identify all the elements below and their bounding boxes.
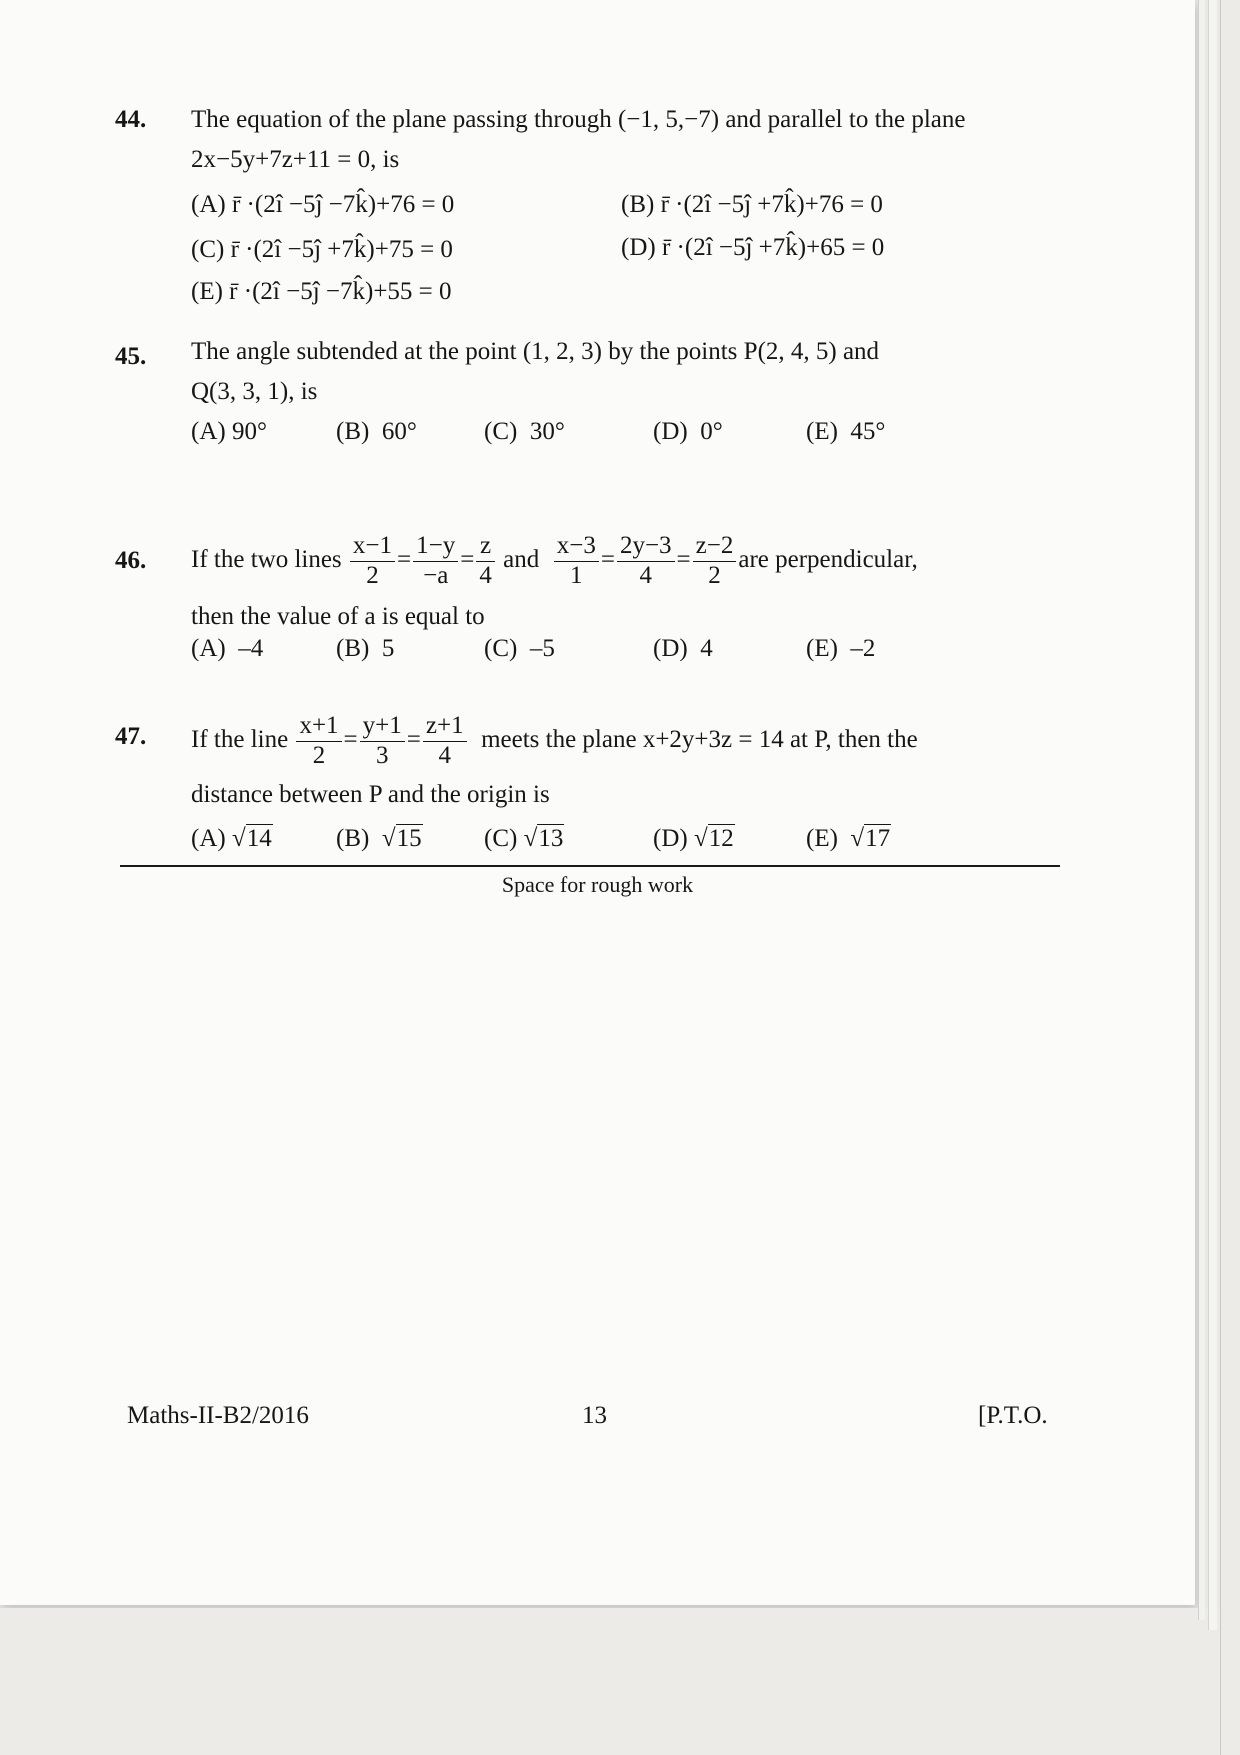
question-text: If the line $\frac{x+1}{2}$ = $\frac{y+1}{3}$ = $\frac{z+1}{4}$ meets the plane x+2y+3z = 14 at P, then the bbox=[191, 712, 918, 769]
fraction: $\frac{z}{4}$ bbox=[476, 532, 495, 591]
fraction: $\frac{z-2}{2}$ bbox=[693, 532, 737, 591]
option-b[interactable]: (B) √15 bbox=[336, 825, 422, 852]
sqrt-symbol: √15 bbox=[381, 825, 422, 852]
paper-code: Maths-II-B2/2016 bbox=[127, 1402, 309, 1429]
question-text: If the two lines $\frac{x-1}{2}$ = $\frac{1-y}{-a}$ = $\frac{z}{4}$ and $\frac{x-3}{1}$ = $\frac{2y-3}{4}$ = $\frac{z-2}{2}$ are perpendicular, bbox=[191, 532, 918, 589]
option-b[interactable]: (B) 60° bbox=[336, 418, 417, 445]
question-text: The angle subtended at the point (1, 2, 3) by the points P(2, 4, 5) and bbox=[191, 338, 880, 365]
option-c[interactable]: (C) r̄ ·(2î −5ĵ +7k̂)+75 = 0 bbox=[191, 236, 453, 263]
option-d[interactable]: (D) √12 bbox=[653, 825, 734, 852]
option-a[interactable]: (A) r̄ ·(2î −5ĵ −7k̂)+76 = 0 bbox=[191, 191, 455, 218]
divider-rule bbox=[120, 865, 1060, 867]
question-text-cont: Q(3, 3, 1), is bbox=[191, 378, 318, 405]
rough-work-label: Space for rough work bbox=[501, 872, 694, 897]
page-stack-bottom bbox=[0, 1608, 1220, 1755]
question-text-cont: 2x−5y+7z+11 = 0, is bbox=[191, 146, 400, 173]
question-text-cont: distance between P and the origin is bbox=[191, 781, 550, 808]
option-a[interactable]: (A) √14 bbox=[191, 825, 272, 852]
sqrt-symbol: √12 bbox=[693, 825, 734, 852]
fraction: $\frac{z+1}{4}$ bbox=[423, 712, 467, 771]
option-a[interactable]: (A) 90° bbox=[191, 418, 267, 445]
fraction: $\frac{y+1}{3}$ bbox=[360, 712, 405, 771]
sqrt-symbol: √17 bbox=[850, 825, 891, 852]
option-c[interactable]: (C) 30° bbox=[484, 418, 565, 445]
question-number: 44. bbox=[115, 106, 147, 133]
question-text: The equation of the plane passing through (−1, 5,−7) and parallel to the plane bbox=[191, 106, 966, 133]
option-b[interactable]: (B) r̄ ·(2î −5ĵ +7k̂)+76 = 0 bbox=[621, 191, 883, 218]
question-text-cont: then the value of a is equal to bbox=[191, 603, 485, 630]
option-e[interactable]: (E) 45° bbox=[806, 418, 886, 445]
option-c[interactable]: (C) √13 bbox=[484, 825, 564, 852]
option-d[interactable]: (D) r̄ ·(2î −5ĵ +7k̂)+65 = 0 bbox=[621, 234, 885, 261]
pto-label: [P.T.O. bbox=[978, 1402, 1048, 1429]
question-number: 47. bbox=[115, 723, 147, 750]
option-d[interactable]: (D) 0° bbox=[653, 418, 723, 445]
fraction: $\frac{2y-3}{4}$ bbox=[617, 532, 675, 591]
question-number: 45. bbox=[115, 343, 147, 370]
fraction: $\frac{x-3}{1}$ bbox=[554, 532, 599, 591]
option-d[interactable]: (D) 4 bbox=[653, 635, 713, 662]
fraction: $\frac{1-y}{-a}$ bbox=[413, 532, 458, 591]
option-c[interactable]: (C) –5 bbox=[484, 635, 555, 662]
page-stack-edge bbox=[1198, 0, 1205, 1620]
page-stack-edge bbox=[1208, 0, 1217, 1630]
page-number: 13 bbox=[582, 1402, 607, 1429]
fraction: $\frac{x+1}{2}$ bbox=[296, 712, 341, 771]
option-e[interactable]: (E) r̄ ·(2î −5ĵ −7k̂)+55 = 0 bbox=[191, 278, 452, 305]
fraction: $\frac{x-1}{2}$ bbox=[350, 532, 395, 591]
option-e[interactable]: (E) –2 bbox=[806, 635, 876, 662]
option-a[interactable]: (A) –4 bbox=[191, 635, 264, 662]
sqrt-symbol: √14 bbox=[231, 825, 272, 852]
question-number: 46. bbox=[115, 547, 147, 574]
page-stack-edge bbox=[1220, 0, 1240, 1755]
option-e[interactable]: (E) √17 bbox=[806, 825, 891, 852]
sqrt-symbol: √13 bbox=[523, 825, 564, 852]
option-b[interactable]: (B) 5 bbox=[336, 635, 395, 662]
